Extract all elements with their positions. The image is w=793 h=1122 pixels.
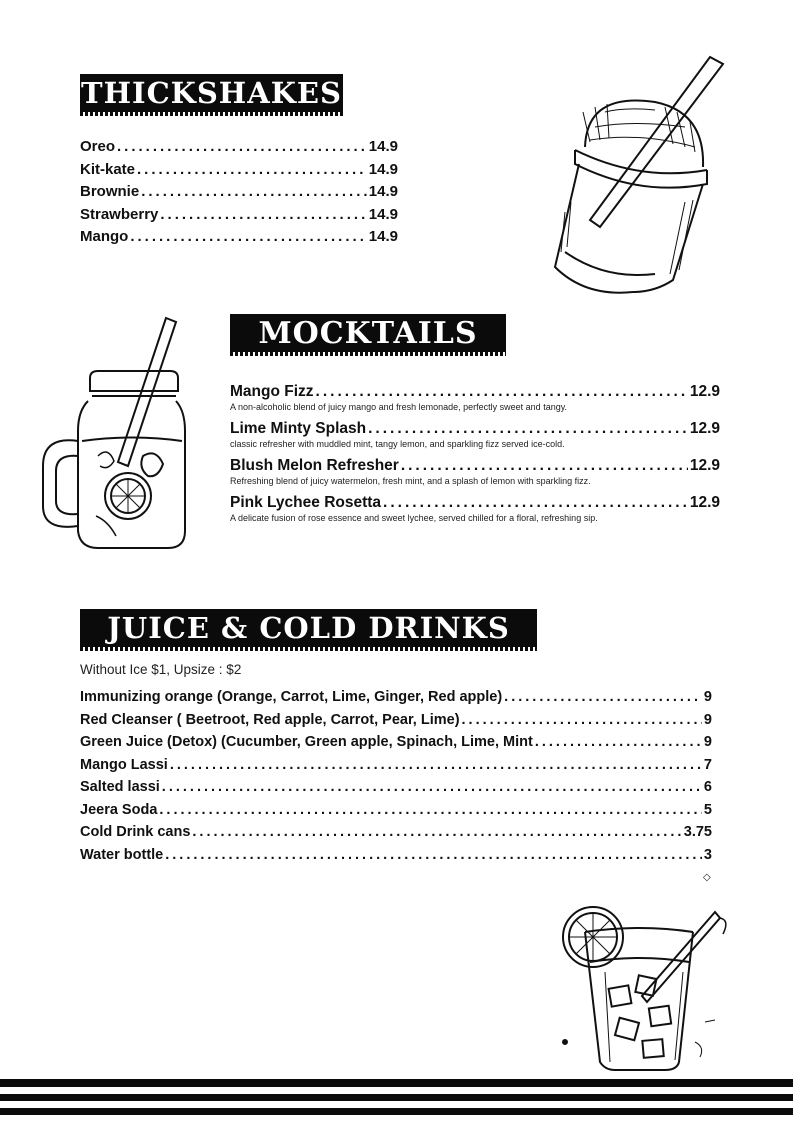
item-name: Mango Fizz <box>230 383 314 400</box>
item-price: 12.9 <box>689 457 720 474</box>
item-price: 3.75 <box>683 824 712 840</box>
item-name: Oreo <box>80 138 116 155</box>
menu-item <box>80 161 398 184</box>
item-price: 9 <box>703 734 712 750</box>
item-name: Red Cleanser ( Beetroot, Red apple, Carrot, Pear, Lime) <box>80 711 460 728</box>
juices-title: JUICE & COLD DRINKS <box>80 609 537 647</box>
menu-item <box>230 383 720 420</box>
item-description: Refreshing blend of juicy watermelon, fresh mint, and a splash of lemon with sparkling fizz. <box>230 476 591 486</box>
milkshake-cup-icon <box>545 52 735 297</box>
item-name: Brownie <box>80 183 140 200</box>
juices-list <box>80 689 712 869</box>
item-price: 14.9 <box>368 205 398 223</box>
menu-item <box>80 847 712 870</box>
item-name: Cold Drink cans <box>80 824 191 840</box>
menu-item <box>80 802 712 825</box>
item-name: Pink Lychee Rosetta <box>230 494 382 511</box>
item-name: Mango <box>80 228 129 245</box>
diamond-ornament-icon: ◇ <box>703 872 711 883</box>
item-name: Mango Lassi <box>80 756 168 773</box>
menu-item <box>230 494 720 531</box>
item-name: Water bottle <box>80 846 164 863</box>
item-name: Salted lassi <box>80 779 160 795</box>
item-price: 12.9 <box>689 494 720 511</box>
item-price: 14.9 <box>368 183 398 200</box>
item-name: Immunizing orange (Orange, Carrot, Lime, Ginger, Red apple) <box>80 689 503 705</box>
item-name: Lime Minty Splash <box>230 420 367 437</box>
item-name: Jeera Soda <box>80 801 158 818</box>
thickshakes-list <box>80 138 398 251</box>
menu-item <box>80 689 712 712</box>
menu-item <box>80 712 712 735</box>
menu-item <box>80 183 398 206</box>
menu-item <box>80 734 712 757</box>
item-price: 9 <box>703 711 712 728</box>
item-price: 3 <box>703 846 712 863</box>
mocktails-list <box>230 383 720 531</box>
menu-item <box>80 138 398 161</box>
item-price: 5 <box>703 801 712 818</box>
footer-stripe <box>0 1079 793 1087</box>
mason-jar-icon <box>38 316 188 554</box>
thickshakes-title: THICKSHAKES <box>81 76 342 110</box>
item-price: 9 <box>703 689 712 705</box>
item-price: 6 <box>703 779 712 795</box>
menu-item <box>80 824 712 847</box>
item-description: classic refresher with muddled mint, tangy lemon, and sparkling fizz served ice-cold. <box>230 439 565 449</box>
menu-item <box>230 420 720 457</box>
item-name: Strawberry <box>80 205 159 223</box>
footer-stripe <box>0 1108 793 1115</box>
item-description: A non-alcoholic blend of juicy mango and fresh lemonade, perfectly sweet and tangy. <box>230 402 568 412</box>
iced-glass-icon <box>555 892 735 1072</box>
item-name: Kit-kate <box>80 160 136 178</box>
menu-item <box>80 206 398 229</box>
item-price: 7 <box>703 756 712 773</box>
item-price: 12.9 <box>689 383 720 400</box>
item-description: A delicate fusion of rose essence and sweet lychee, served chilled for a floral, refreshing sip. <box>230 513 598 523</box>
item-price: 14.9 <box>368 228 398 245</box>
item-price: 12.9 <box>689 420 720 437</box>
menu-item <box>230 457 720 494</box>
item-price: 14.9 <box>368 138 398 155</box>
menu-item <box>80 757 712 780</box>
mocktails-title: MOCKTAILS <box>230 314 506 352</box>
item-price: 14.9 <box>368 160 398 178</box>
item-name: Green Juice (Detox) (Cucumber, Green apple, Spinach, Lime, Mint <box>80 734 533 750</box>
juices-note: Without Ice $1, Upsize : $2 <box>80 662 242 677</box>
footer-stripe <box>0 1094 793 1101</box>
menu-item <box>80 228 398 251</box>
menu-item <box>80 779 712 802</box>
item-name: Blush Melon Refresher <box>230 457 399 474</box>
